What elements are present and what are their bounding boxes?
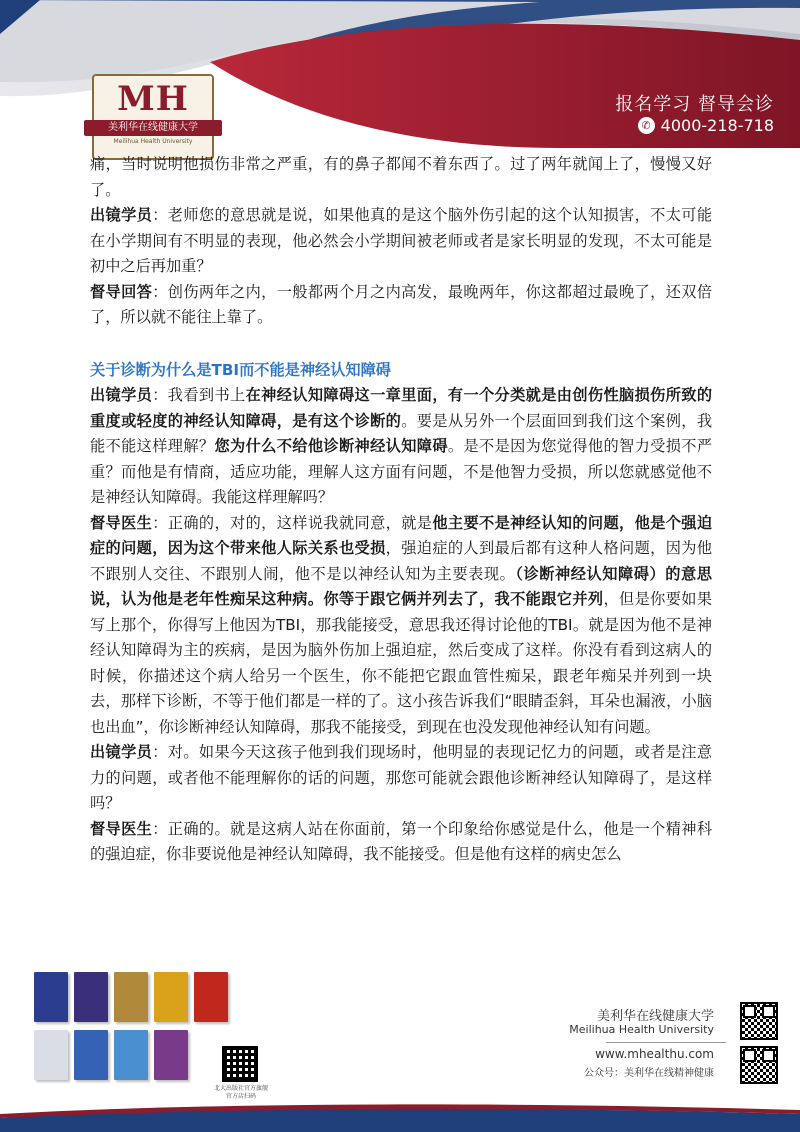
- logo-subtitle: Meilihua Health University: [113, 138, 193, 145]
- paragraph-text: ：我看到书上: [152, 386, 246, 404]
- emphasis-text: 在神经认知障碍这一章里面，有一个分类就是由创伤性脑损伤所致的重度或轻度的神经认知障碍，是有这个诊断的: [90, 386, 713, 430]
- footer-website-link[interactable]: www.mhealthu.com: [595, 1047, 714, 1061]
- paragraph: 痛，当时说明他损伤非常之严重，有的鼻子都闻不着东西了。过了两年就闻上了，慢慢又好了。: [90, 155, 712, 199]
- speaker-label: 出镜学员: [90, 386, 153, 404]
- document-body: [90, 152, 712, 868]
- emphasis-text: （诊断神经认知障碍）的意思说，认为他是老年性痴呆这种病。你等于跟它俩并列去了，我不能跟它并列: [90, 564, 712, 608]
- header-phone: [638, 116, 774, 135]
- paragraph: [90, 511, 712, 741]
- speaker-label: 出镜学员: [90, 743, 153, 761]
- paragraph-text: ，强迫症的人到最后都有这种人格问题，因为他不跟别人交往、不跟别人闹，他不是以神经认知为主要表现。: [90, 539, 713, 583]
- footer-university-name-en: Meilihua Health University: [569, 1023, 714, 1036]
- book-cover: [34, 972, 68, 1022]
- spacer: [90, 331, 712, 358]
- phone-number: 4000-218-718: [660, 116, 774, 135]
- paragraph-text: 。是不是因为您觉得他的智力受损不严重？而他是有情商，适应功能，理解人这方面有问题，不是他智力受损，所以您就感觉他不是神经认知障碍。我能这样理解吗？: [90, 437, 713, 506]
- emphasis-text: 他主要不是神经认知的问题，他是个强迫症的问题，因为这个带来他人际关系也受损: [90, 513, 713, 557]
- book-cover: [194, 972, 228, 1022]
- logo-band: 美利华在线健康大学: [84, 120, 222, 136]
- book-cover: [74, 972, 108, 1022]
- footer-wechat: 公众号：美利华在线精神健康: [584, 1068, 714, 1079]
- qr-caption: 北大出版社官方旗舰 官方店扫码: [214, 1085, 269, 1100]
- paragraph-text: 。要是从另外一个层面回到我们这个案例，我能不能这样理解？: [90, 411, 713, 455]
- book-cover: [34, 1030, 68, 1080]
- phone-icon: ✆: [638, 117, 655, 134]
- website-qr-code: [740, 1002, 778, 1040]
- footer-band: [0, 1104, 800, 1132]
- book-cover: [154, 972, 188, 1022]
- paragraph: [90, 740, 712, 817]
- wechat-qr-code: [740, 1046, 778, 1084]
- emphasis-text: 您为什么不给他诊断神经认知障碍: [214, 437, 448, 455]
- header-tagline: 报名学习 督导会诊: [615, 94, 774, 115]
- paragraph-text: ：对。如果今天这孩子他到我们现场时，他明显的表现记忆力的问题，或者是注意力的问题，或者他不能理解你的话的问题，那您可能就会跟他诊断神经认知障碍了，是这样吗？: [90, 743, 713, 812]
- speaker-label: 督导医生: [90, 513, 153, 532]
- speaker-label: 督导回答: [90, 282, 153, 301]
- paragraph: [90, 280, 712, 331]
- speaker-label: 督导医生: [90, 819, 153, 838]
- store-qr-code: [222, 1046, 258, 1082]
- paragraph-text: ，但是你要如果写上那个，你得写上他因为TBI，那我能接受，意思我还得讨论他的TBI。就是因为他不是神经认知障碍为主的疾病，是因为脑外伤加上强迫症，然后变成了这样。你没有看到这病人的时候，你描述这个病人给另一个医生，你不能把它跟血管性痴呆，跟老年痴呆并列到一块去，那样下诊断，不等于他们都是一样的了。这小孩告诉我们“眼睛歪斜，耳朵也漏液，小脑也出血”，你诊断神经认知障碍，那我不能接受，到现在也没发现他神经认知有问题。: [90, 590, 713, 736]
- page-header: [0, 0, 800, 160]
- logo-mark: MH: [117, 79, 189, 119]
- paragraph-text: ：创伤两年之内，一般都两个月之内高发，最晚两年，你这都超过最晚了，还双倍了，所以就不能往上靠了。: [90, 282, 713, 326]
- paragraph: [90, 383, 712, 511]
- book-cover: [114, 1030, 148, 1080]
- footer-divider: [606, 1042, 726, 1043]
- paragraph-text: ：老师您的意思就是说，如果他真的是这个脑外伤引起的这个认知损害，不太可能在小学期间有不明显的表现，他必然会小学期间被老师或者是家长明显的发现，不太可能是初中之后再加重？: [90, 206, 713, 275]
- book-collection: [34, 968, 269, 1100]
- paragraph-text: ：正确的，对的，这样说我就同意，就是: [152, 513, 433, 532]
- paragraph: [90, 817, 712, 868]
- speaker-label: 出镜学员: [90, 206, 153, 224]
- paragraph-text: ：正确的。就是这病人站在你面前，第一个印象给你感觉是什么，他是一个精神科的强迫症，你非要说他是神经认知障碍，我不能接受。但是他有这样的病史怎么: [90, 819, 713, 863]
- footer-university-name: 美利华在线健康大学: [596, 1009, 714, 1024]
- book-cover: [74, 1030, 108, 1080]
- section-heading: 关于诊断为什么是TBI而不能是神经认知障碍: [90, 360, 391, 379]
- book-cover: [114, 972, 148, 1022]
- university-logo: [92, 74, 214, 160]
- book-cover: [154, 1030, 188, 1080]
- paragraph: [90, 203, 712, 280]
